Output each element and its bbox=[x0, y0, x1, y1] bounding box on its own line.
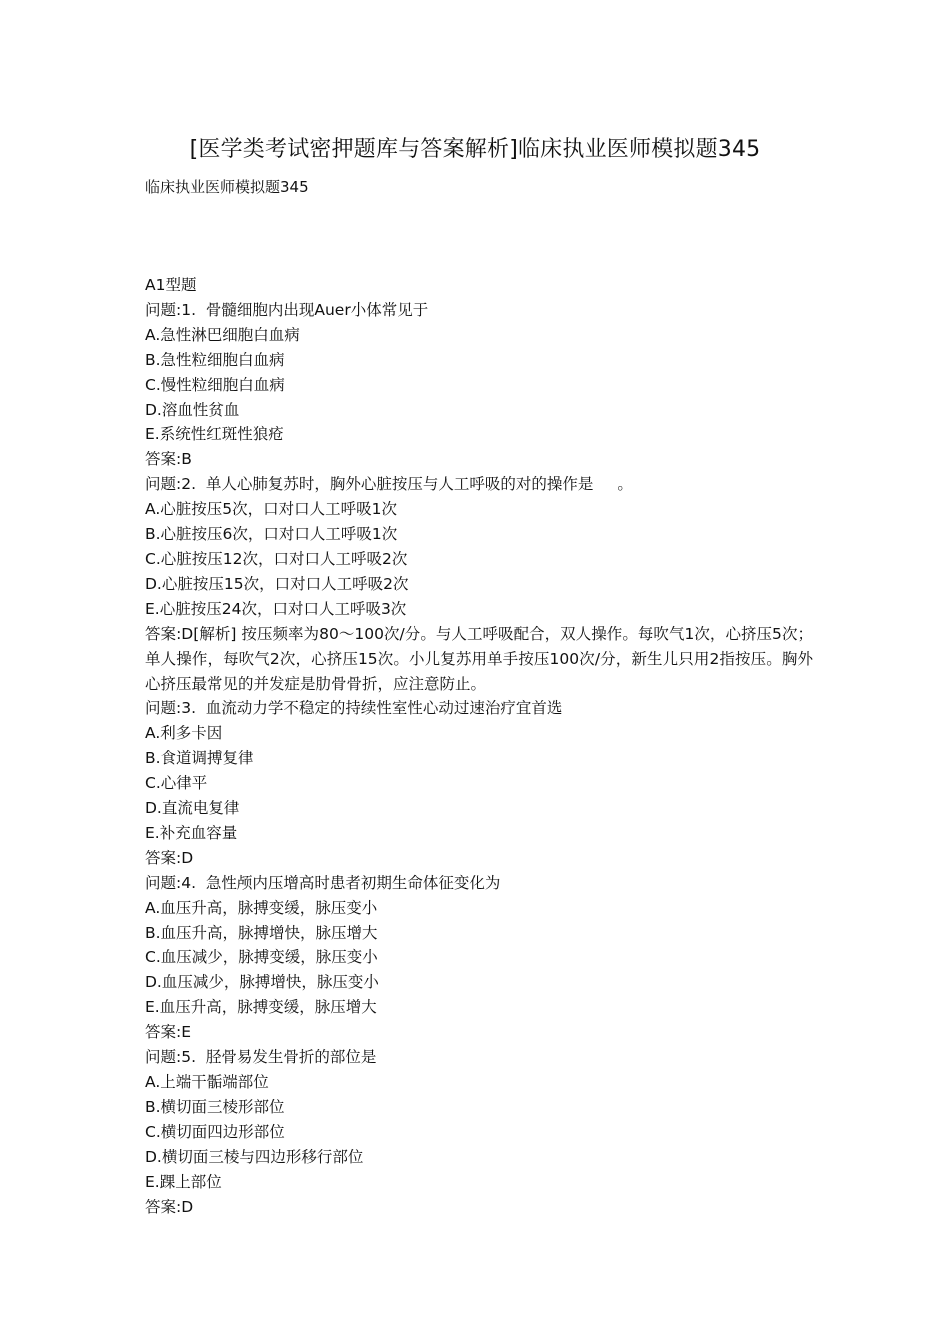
question-stem: 问题:5. 胫骨易发生骨折的部位是 bbox=[145, 1048, 377, 1067]
option-c: C.血压减少，脉搏变缓，脉压变小 bbox=[145, 948, 378, 967]
option-b: B.食道调搏复律 bbox=[145, 749, 254, 768]
question-block bbox=[145, 696, 813, 870]
question-stem: 问题:3. 血流动力学不稳定的持续性室性心动过速治疗宜首选 bbox=[145, 699, 563, 718]
question-block bbox=[145, 298, 813, 472]
option-c: C.心律平 bbox=[145, 774, 208, 793]
document-subtitle: 临床执业医师模拟题345 bbox=[145, 178, 309, 196]
question-block bbox=[145, 871, 813, 1045]
option-a: A.血压升高，脉搏变缓，脉压变小 bbox=[145, 898, 378, 917]
option-c: C.心脏按压12次，口对口人工呼吸2次 bbox=[145, 549, 408, 568]
option-d: D.溶血性贫血 bbox=[145, 400, 240, 419]
option-b: B.心脏按压6次，口对口人工呼吸1次 bbox=[145, 525, 398, 544]
option-a: A.上端干骺端部位 bbox=[145, 1073, 269, 1091]
question-block bbox=[145, 1045, 813, 1219]
option-e: E.踝上部位 bbox=[145, 1172, 222, 1191]
option-d: D.直流电复律 bbox=[145, 799, 240, 818]
answer: 答案:D bbox=[145, 1197, 194, 1216]
document-body bbox=[145, 273, 813, 1219]
option-a: A.急性淋巴细胞白血病 bbox=[145, 325, 300, 344]
option-a: A.利多卡因 bbox=[145, 724, 223, 743]
answer: 答案:E bbox=[145, 1023, 192, 1042]
answer: 答案:B bbox=[145, 450, 192, 469]
question-stem: 问题:4. 急性颅内压增高时患者初期生命体征变化为 bbox=[145, 873, 501, 892]
option-a: A.心脏按压5次，口对口人工呼吸1次 bbox=[145, 500, 397, 519]
option-e: E.系统性红斑性狼疮 bbox=[145, 425, 284, 444]
question-block bbox=[145, 472, 813, 696]
option-c: C.横切面四边形部位 bbox=[145, 1122, 285, 1141]
section-heading: A1型题 bbox=[145, 276, 197, 294]
option-d: D.血压减少，脉搏增快，脉压变小 bbox=[145, 973, 379, 992]
option-e: E.血压升高，脉搏变缓，脉压增大 bbox=[145, 998, 377, 1017]
option-d: D.横切面三棱与四边形移行部位 bbox=[145, 1147, 364, 1166]
option-d: D.心脏按压15次，口对口人工呼吸2次 bbox=[145, 574, 409, 593]
option-b: B.急性粒细胞白血病 bbox=[145, 350, 285, 369]
option-c: C.慢性粒细胞白血病 bbox=[145, 375, 285, 394]
question-stem-line bbox=[145, 472, 813, 497]
question-stem-end: 。 bbox=[617, 475, 633, 494]
question-stem: 问题:1. 骨髓细胞内出现Auer小体常见于 bbox=[145, 300, 429, 319]
answer: 答案:D bbox=[145, 848, 194, 867]
option-e: E.心脏按压24次，口对口人工呼吸3次 bbox=[145, 599, 407, 618]
option-b: B.横切面三棱形部位 bbox=[145, 1097, 285, 1116]
answer-with-explanation: 答案:D[解析] 按压频率为80～100次/分。与人工呼吸配合，双人操作。每吹气1次，心挤压5次；单人操作，每吹气2次，心挤压15次。小儿复苏用单手按压100次/分，新生儿只用2指按压。胸外心挤压最常见的并发症是肋骨骨折，应注意防止。 bbox=[145, 624, 813, 693]
question-stem: 问题:2. 单人心肺复苏时，胸外心脏按压与人工呼吸的对的操作是 bbox=[145, 475, 594, 494]
document-title: [医学类考试密押题库与答案解析]临床执业医师模拟题345 bbox=[189, 137, 761, 162]
option-e: E.补充血容量 bbox=[145, 823, 238, 842]
option-b: B.血压升高，脉搏增快，脉压增大 bbox=[145, 923, 378, 942]
